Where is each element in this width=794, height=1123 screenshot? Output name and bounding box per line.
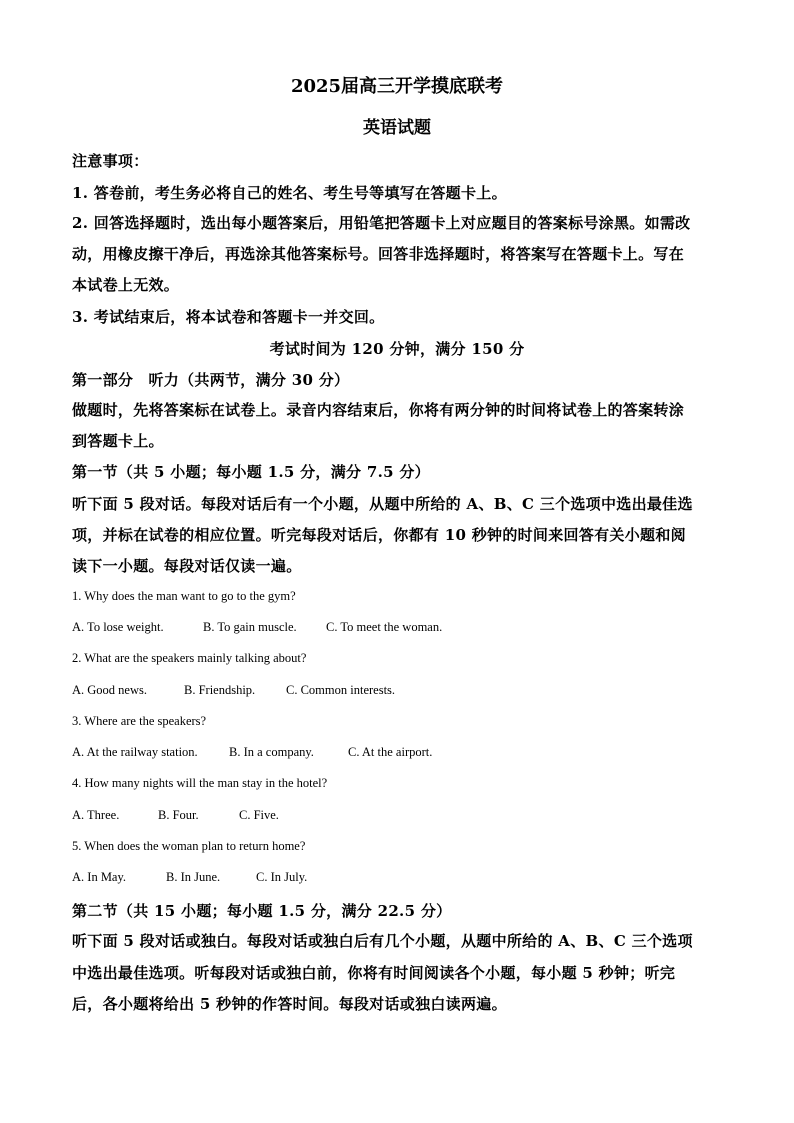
note-item-3: 3. 考试结束后，将本试卷和答题卡一并交回。: [72, 308, 385, 326]
section2-intro-line-1: 听下面 5 段对话或独白。每段对话或独白后有几个小题，从题中所给的 A、B、C 三个选项: [72, 932, 693, 950]
exam-title: 2025届高三开学摸底联考: [290, 76, 504, 97]
option-a: A. Three.: [72, 808, 120, 822]
section2-heading: 第二节（共 15 小题；每小题 1.5 分，满分 22.5 分）: [72, 902, 452, 920]
option-a: A. Good news.: [72, 683, 147, 697]
question-1-options: [72, 620, 722, 635]
question-2-options: [72, 683, 722, 698]
note-item-1: 1. 答卷前，考生务必将自己的姓名、考生号等填写在答题卡上。: [72, 184, 507, 202]
option-c: C. Five.: [239, 808, 279, 822]
section2-intro-line-2: 中选出最佳选项。听每段对话或独白前，你将有时间阅读各个小题，每小题 5 秒钟；听完: [72, 964, 676, 982]
option-b: B. In June.: [166, 870, 221, 884]
question-3-options: [72, 745, 722, 760]
question-5: 5. When does the woman plan to return home?: [72, 839, 306, 853]
section1-intro-line-1: 听下面 5 段对话。每段对话后有一个小题，从题中所给的 A、B、C 三个选项中选出最佳选: [72, 495, 693, 513]
exam-time: 考试时间为 120 分钟，满分 150 分: [269, 340, 525, 358]
option-a: A. In May.: [72, 870, 127, 884]
option-b: B. In a company.: [229, 745, 314, 759]
section1-heading: 第一节（共 5 小题；每小题 1.5 分，满分 7.5 分）: [72, 463, 430, 481]
option-a: A. To lose weight.: [72, 620, 164, 634]
part1-intro-line-2: 到答题卡上。: [72, 432, 164, 450]
note-item-2-line-1: 2. 回答选择题时，选出每小题答案后，用铅笔把答题卡上对应题目的答案标号涂黑。如需改: [72, 214, 691, 232]
option-c: C. At the airport.: [348, 745, 433, 759]
section1-intro-line-3: 读下一小题。每段对话仅读一遍。: [72, 557, 302, 575]
question-1: 1. Why does the man want to go to the gym?: [72, 589, 296, 603]
option-b: B. To gain muscle.: [203, 620, 297, 634]
note-item-2-line-3: 本试卷上无效。: [72, 276, 180, 294]
part1-intro-line-1: 做题时，先将答案标在试卷上。录音内容结束后，你将有两分钟的时间将试卷上的答案转涂: [72, 401, 685, 419]
note-item-2-line-2: 动，用橡皮擦干净后，再选涂其他答案标号。回答非选择题时，将答案写在答题卡上。写在: [72, 245, 685, 263]
option-b: B. Friendship.: [184, 683, 256, 697]
notes-heading: 注意事项：: [72, 152, 149, 170]
option-c: C. Common interests.: [286, 683, 396, 697]
option-c: C. To meet the woman.: [326, 620, 443, 634]
exam-subtitle: 英语试题: [363, 118, 431, 138]
question-3: 3. Where are the speakers?: [72, 714, 207, 728]
option-b: B. Four.: [158, 808, 199, 822]
question-2: 2. What are the speakers mainly talking about?: [72, 651, 307, 665]
section2-intro-line-3: 后，各小题将给出 5 秒钟的作答时间。每段对话或独白读两遍。: [72, 995, 507, 1013]
question-4: 4. How many nights will the man stay in the hotel?: [72, 776, 328, 790]
option-c: C. In July.: [256, 870, 308, 884]
part1-heading: 第一部分 听力（共两节，满分 30 分）: [72, 371, 350, 389]
option-a: A. At the railway station.: [72, 745, 198, 759]
question-4-options: [72, 808, 722, 823]
question-5-options: [72, 870, 722, 885]
section1-intro-line-2: 项，并标在试卷的相应位置。听完每段对话后，你都有 10 秒钟的时间来回答有关小题和阅: [72, 526, 686, 544]
